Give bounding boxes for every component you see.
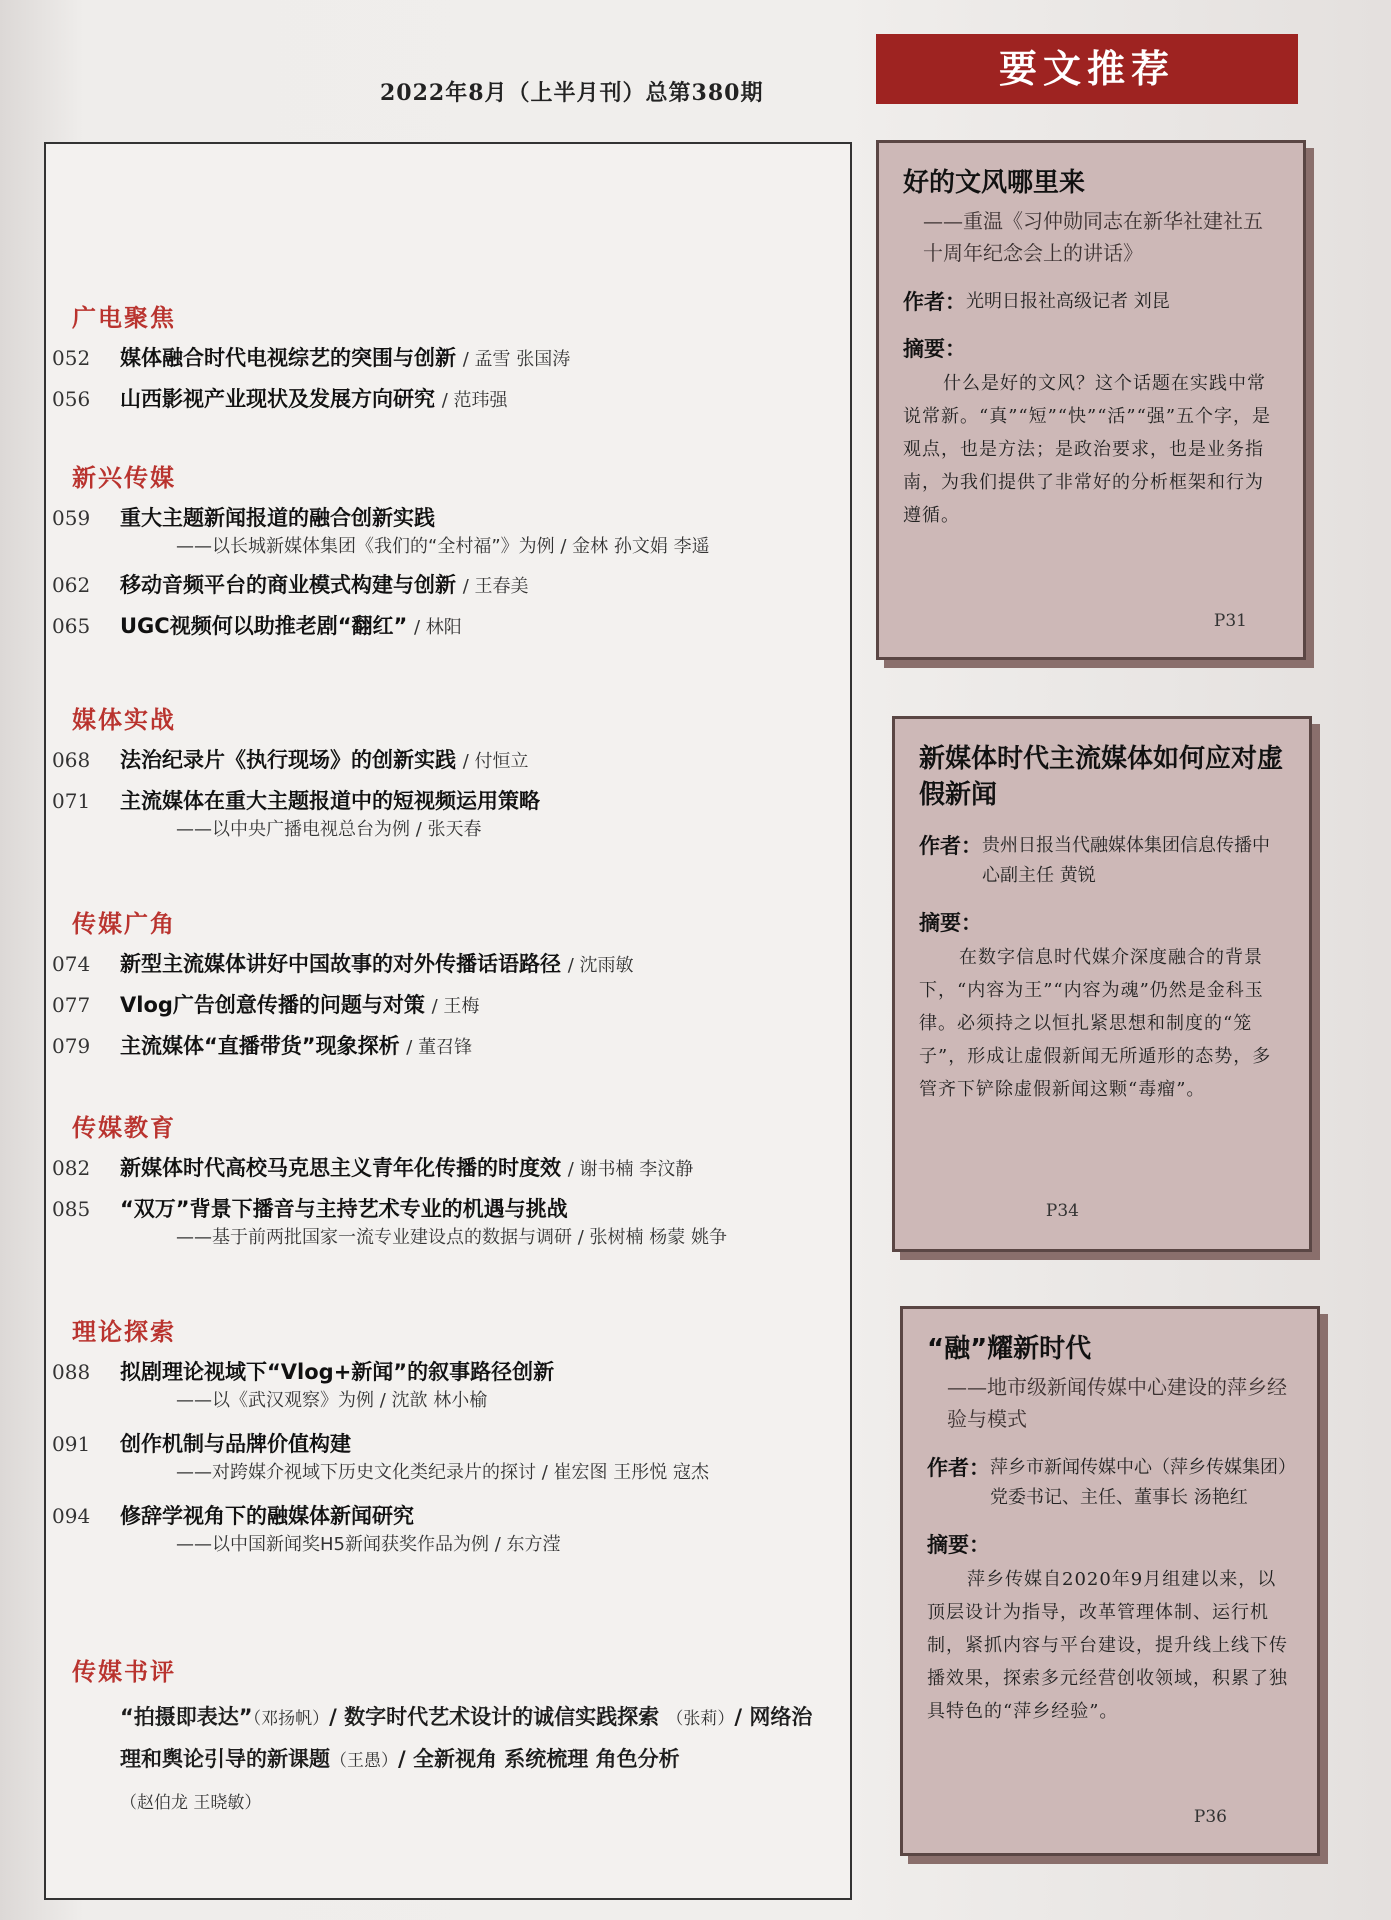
card-author: 贵州日报当代融媒体集团信息传播中心副主任 黄锐 xyxy=(982,835,1270,886)
page-number: 082 xyxy=(52,1156,91,1180)
review-author: （张莉） xyxy=(666,1709,735,1729)
author-label: 作者： xyxy=(927,1456,990,1480)
article-title: 拟剧理论视域下“Vlog+新闻”的叙事路径创新 xyxy=(120,1360,555,1384)
page-number: 071 xyxy=(52,789,91,813)
toc-section xyxy=(52,1312,709,1568)
article-title: 主流媒体在重大主题报道中的短视频运用策略 xyxy=(120,789,540,813)
card-title: 好的文风哪里来 xyxy=(903,168,1086,198)
page-number: 062 xyxy=(52,573,91,597)
card-subtitle: ——重温《习仲勋同志在新华社建社五十周年纪念会上的讲话》 xyxy=(923,209,1263,265)
book-review-list xyxy=(72,1697,820,1823)
card-abstract: 萍乡传媒自2020年9月组建以来，以顶层设计为指导，改革管理体制、运行机制，紧抓内容与平台建设，提升线上线下传播效果，探索多元经营创收领域，积累了独具特色的“萍乡经验”。 xyxy=(927,1569,1288,1722)
article-author: / 沈雨敏 xyxy=(567,955,634,976)
page-number: 052 xyxy=(52,346,91,370)
article-title: 新型主流媒体讲好中国故事的对外传播话语路径 xyxy=(120,952,561,976)
card-abstract: 什么是好的文风？这个话题在实践中常说常新。“真”“短”“快”“活”“强”五个字，是观点，也是方法；是政治要求，也是业务指南，为我们提供了非常好的分析框架和行为遵循。 xyxy=(903,373,1272,526)
card-author-line xyxy=(903,287,1279,317)
abstract-label: 摘要： xyxy=(919,911,982,935)
article-title: 修辞学视角下的融媒体新闻研究 xyxy=(120,1504,414,1528)
article-author: / 董召锋 xyxy=(406,1037,473,1058)
article-title: 主流媒体“直播带货”现象探析 xyxy=(120,1034,400,1058)
card-title: 新媒体时代主流媒体如何应对虚假新闻 xyxy=(919,744,1284,810)
toc-entry[interactable] xyxy=(52,1194,727,1252)
page-number: 091 xyxy=(52,1432,91,1456)
review-title[interactable]: / 数字时代艺术设计的诚信实践探索 xyxy=(329,1705,660,1729)
toc-section xyxy=(52,298,571,425)
article-title: UGC视频何以助推老剧“翻红” xyxy=(120,614,408,638)
recommend-card[interactable] xyxy=(892,716,1312,1252)
toc-entry[interactable] xyxy=(52,949,634,981)
article-author: / 付恒立 xyxy=(462,751,529,772)
article-title: Vlog广告创意传播的问题与对策 xyxy=(120,993,425,1017)
review-author: （邓扬帆） xyxy=(252,1709,330,1729)
section-title: 传媒书评 xyxy=(72,1658,176,1686)
issue-info: 2022年8月（上半月刊）总第380期 xyxy=(380,80,764,106)
section-title: 传媒广角 xyxy=(72,910,176,938)
card-author: 萍乡市新闻传媒中心（萍乡传媒集团）党委书记、主任、董事长 汤艳红 xyxy=(990,1457,1287,1508)
toc-entry[interactable] xyxy=(52,745,540,777)
recommend-card[interactable] xyxy=(900,1306,1320,1856)
card-page-ref: P36 xyxy=(1193,1807,1227,1827)
article-subtitle: ——以《武汉观察》为例 / 沈歆 林小榆 xyxy=(176,1390,488,1411)
abstract-label: 摘要： xyxy=(903,337,966,361)
card-subtitle: ——地市级新闻传媒中心建设的萍乡经验与模式 xyxy=(947,1375,1287,1431)
card-author-line xyxy=(919,831,1285,891)
toc-section xyxy=(52,904,634,1072)
article-title: 移动音频平台的商业模式构建与创新 xyxy=(120,573,456,597)
toc-section xyxy=(52,1108,727,1261)
section-title: 传媒教育 xyxy=(72,1114,176,1142)
recommend-card[interactable] xyxy=(876,140,1306,660)
toc-entry[interactable] xyxy=(52,570,710,602)
page-number: 059 xyxy=(52,506,91,530)
section-title: 广电聚焦 xyxy=(72,304,176,332)
section-title: 媒体实战 xyxy=(72,706,176,734)
review-author: （赵伯龙 王晓敏） xyxy=(120,1793,262,1813)
review-title[interactable]: “拍摄即表达” xyxy=(120,1705,253,1729)
article-title: 法治纪录片《执行现场》的创新实践 xyxy=(120,748,456,772)
article-title: 重大主题新闻报道的融合创新实践 xyxy=(120,506,435,530)
abstract-label: 摘要： xyxy=(927,1533,990,1557)
card-author-line xyxy=(927,1453,1293,1513)
article-subtitle: ——对跨媒介视域下历史文化类纪录片的探讨 / 崔宏图 王彤悦 寇杰 xyxy=(176,1462,709,1483)
review-author: （王愚） xyxy=(330,1751,398,1771)
toc-section xyxy=(52,700,540,853)
toc-entry[interactable] xyxy=(52,343,571,375)
toc-entry[interactable] xyxy=(52,1501,709,1559)
article-author: / 林阳 xyxy=(414,617,462,638)
toc-entry[interactable] xyxy=(52,1357,709,1415)
article-title: 创作机制与品牌价值构建 xyxy=(120,1432,351,1456)
article-subtitle: ——以中央广播电视总台为例 / 张天春 xyxy=(176,819,482,840)
article-author: / 范玮强 xyxy=(441,390,508,411)
review-title[interactable]: / 全新视角 系统梳理 角色分析 xyxy=(398,1747,680,1771)
article-title: 媒体融合时代电视综艺的突围与创新 xyxy=(120,346,456,370)
toc-entry[interactable] xyxy=(52,786,540,844)
card-page-ref: P31 xyxy=(1213,611,1247,631)
article-title: “双万”背景下播音与主持艺术专业的机遇与挑战 xyxy=(120,1197,568,1221)
article-author: / 孟雪 张国涛 xyxy=(462,349,571,370)
article-subtitle: ——基于前两批国家一流专业建设点的数据与调研 / 张树楠 杨蒙 姚争 xyxy=(176,1227,727,1248)
card-author: 光明日报社高级记者 刘昆 xyxy=(966,291,1170,312)
article-author: / 王梅 xyxy=(431,996,480,1017)
page-number: 079 xyxy=(52,1034,91,1058)
article-author: / 谢书楠 李汶静 xyxy=(567,1159,694,1180)
author-label: 作者： xyxy=(919,834,982,858)
article-subtitle: ——以中国新闻奖H5新闻获奖作品为例 / 东方滢 xyxy=(176,1534,561,1555)
page-number: 094 xyxy=(52,1504,91,1528)
review-title[interactable]: / 网络治理和舆论引导的新课题 xyxy=(120,1705,813,1771)
page-number: 074 xyxy=(52,952,91,976)
card-abstract: 在数字信息时代媒介深度融合的背景下，“内容为王”“内容为魂”仍然是金科玉律。必须持之以恒扎紧思想和制度的“笼子”，形成让虚假新闻无所遁形的态势，多管齐下铲除虚假新闻这颗“毒瘤”。 xyxy=(919,947,1272,1100)
toc-section-book-review xyxy=(72,1652,820,1823)
page-number: 068 xyxy=(52,748,91,772)
page-number: 065 xyxy=(52,614,91,638)
toc-entry[interactable] xyxy=(52,1429,709,1487)
toc-entry[interactable] xyxy=(52,1031,633,1063)
toc-entry[interactable] xyxy=(52,384,570,416)
toc-entry[interactable] xyxy=(52,990,633,1022)
section-title: 理论探索 xyxy=(72,1318,176,1346)
section-title: 新兴传媒 xyxy=(72,464,176,492)
page-number: 056 xyxy=(52,387,91,411)
toc-entry[interactable] xyxy=(52,611,710,643)
toc-section xyxy=(52,458,710,652)
page-number: 085 xyxy=(52,1197,91,1221)
author-label: 作者： xyxy=(903,290,966,314)
card-page-ref: P34 xyxy=(1045,1201,1079,1221)
toc-entry[interactable] xyxy=(52,1153,727,1185)
article-subtitle: ——以长城新媒体集团《我们的“全村福”》为例 / 金林 孙文娟 李遥 xyxy=(176,536,710,557)
page-number: 088 xyxy=(52,1360,91,1384)
toc-entry[interactable] xyxy=(52,503,710,561)
recommend-banner: 要文推荐 xyxy=(876,34,1298,104)
card-title: “融”耀新时代 xyxy=(927,1334,1092,1364)
page-number: 077 xyxy=(52,993,91,1017)
article-title: 新媒体时代高校马克思主义青年化传播的时度效 xyxy=(120,1156,561,1180)
article-author: / 王春美 xyxy=(462,576,529,597)
article-title: 山西影视产业现状及发展方向研究 xyxy=(120,387,435,411)
